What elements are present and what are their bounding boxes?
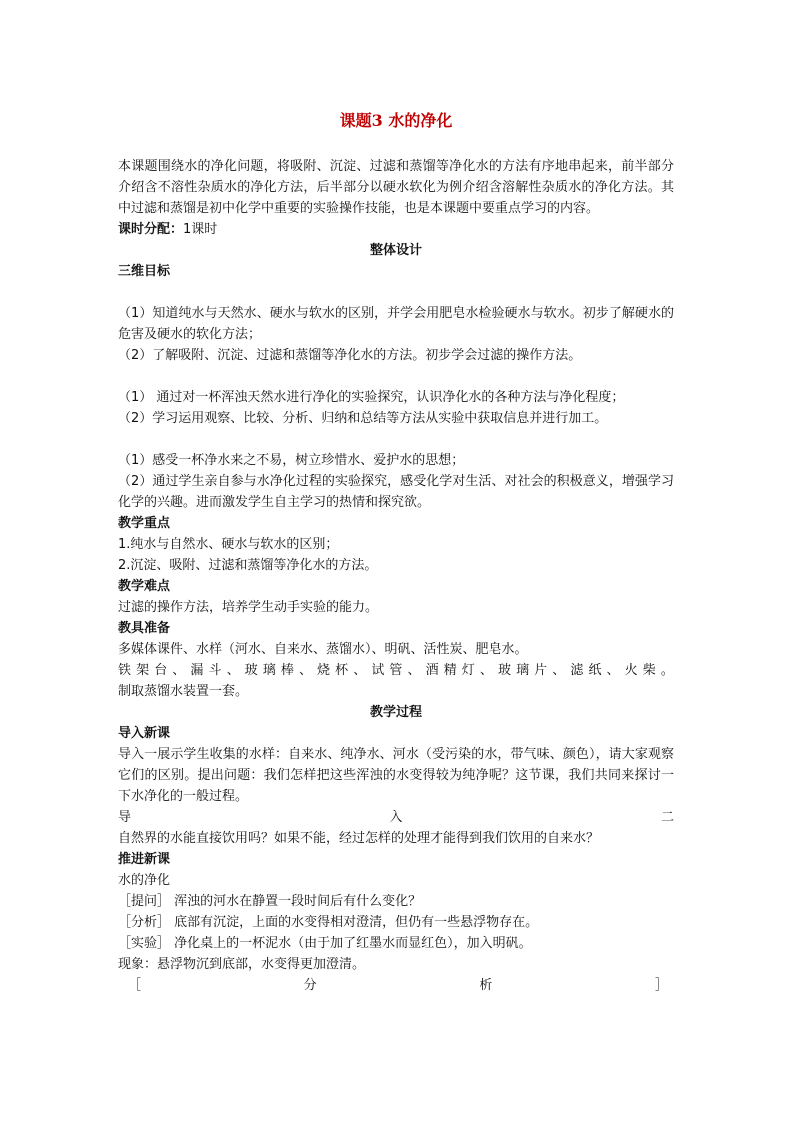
materials-item-char: 璃	[262, 663, 276, 678]
advance-heading: 推进新课	[118, 852, 171, 867]
page-title: 课题3 水的净化	[339, 111, 453, 130]
phenomenon-line: 现象：悬浮物沉到底部，水变得更加澄清。	[118, 957, 366, 972]
bracket-char: 析	[479, 978, 493, 993]
materials-line-1: 多媒体课件、水样（河水、自来水、蒸馏水）、明矾、活性炭、肥皂水。	[118, 642, 528, 657]
goal-emotion-1: （1）感受一杯净水来之不易，树立珍惜水、爱护水的思想；	[118, 453, 465, 468]
materials-item-char: 、	[606, 663, 620, 678]
materials-item-char: 斗	[208, 663, 222, 678]
intro-two-label	[118, 807, 674, 828]
intro-new-heading: 导入新课	[118, 726, 171, 741]
materials-item-char: 火	[624, 663, 638, 678]
difficulty-heading: 教学难点	[118, 579, 171, 594]
materials-item-char: 玻	[497, 663, 511, 678]
bracket-char: ］	[654, 978, 668, 993]
materials-item-char: 柴	[642, 663, 656, 678]
materials-item-char: 璃	[516, 663, 530, 678]
materials-item-char: 滤	[570, 663, 584, 678]
difficulty-text: 过滤的操作方法，培养学生动手实验的能力。	[118, 600, 379, 615]
materials-item-char: 、	[226, 663, 240, 678]
materials-item-char: 试	[371, 663, 385, 678]
materials-item-char: 、	[479, 663, 493, 678]
process-heading: 教学过程	[369, 705, 422, 720]
materials-item-char: 。	[660, 663, 674, 678]
intro-two-char: 二	[660, 810, 674, 825]
materials-item-char: 玻	[244, 663, 258, 678]
analysis-line: ［分析］ 底部有沉淀，上面的水变得相对澄清，但仍有一些悬浮物存在。	[118, 915, 539, 930]
materials-item-char: 架	[136, 663, 150, 678]
bracket-char: ［	[128, 978, 142, 993]
intro-two-text: 自然界的水能直接饮用吗？如果不能，经过怎样的处理才能得到我们饮用的自来水？	[118, 831, 600, 846]
hours-value: 1课时	[183, 222, 218, 237]
intro-one-paragraph: 导入一展示学生收集的水样：自来水、纯净水、河水（受污染的水，带气味、颜色），请大家观察它们的区别。提出问题：我们怎样把这些浑浊的水变得较为纯净呢？这节课，我们共同来探讨一下水净化的一般过程。	[118, 747, 674, 804]
bracket-char: 分	[303, 978, 317, 993]
materials-item-char: 片	[534, 663, 548, 678]
materials-heading: 教具准备	[118, 621, 171, 636]
analysis-bracket-line	[118, 975, 674, 996]
question-line: ［提问］ 浑浊的河水在静置一段时间后有什么变化？	[118, 894, 422, 909]
section-water-title: 水的净化	[118, 873, 171, 888]
materials-line-3: 制取蒸馏水装置一套。	[118, 684, 249, 699]
materials-item-char: 棒	[280, 663, 294, 678]
materials-item-char: 酒	[425, 663, 439, 678]
goal-process-2: （2）学习运用观察、比较、分析、归纳和总结等方法从实验中获取信息并进行加工。	[118, 411, 608, 426]
materials-item-char: 灯	[461, 663, 475, 678]
goals-heading: 三维目标	[118, 264, 171, 279]
materials-item-char: 台	[154, 663, 168, 678]
intro-paragraph: 本课题围绕水的净化问题，将吸附、沉淀、过滤和蒸馏等净化水的方法有序地串起来，前半部分介绍含不溶性杂质水的净化方法，后半部分以硬水软化为例介绍含溶解性杂质水的净化方法。其中过滤和蒸馏是初中化学中重要的实验操作技能，也是本课题中要重点学习的内容。	[118, 159, 674, 216]
key-points-heading: 教学重点	[118, 516, 171, 531]
materials-item-char: 、	[353, 663, 367, 678]
hours-line	[118, 219, 674, 240]
hours-label: 课时分配：	[118, 222, 184, 237]
materials-item-char: 铁	[118, 663, 132, 678]
materials-item-char: 、	[552, 663, 566, 678]
goal-knowledge-1: （1）知道纯水与天然水、硬水与软水的区别，并学会用肥皂水检验硬水与软水。初步了解硬水的危害及硬水的软化方法；	[118, 306, 674, 342]
experiment-line: ［实验］ 净化桌上的一杯泥水（由于加了红墨水而显红色），加入明矾。	[118, 936, 532, 951]
key-point-1: 1.纯水与自然水、硬水与软水的区别；	[118, 537, 339, 552]
materials-item-char: 精	[443, 663, 457, 678]
goal-process-1: （1） 通过对一杯浑浊天然水进行净化的实验探究，认识净化水的各种方法与净化程度；	[118, 390, 625, 405]
goal-knowledge-2: （2）了解吸附、沉淀、过滤和蒸馏等净化水的方法。初步学会过滤的操作方法。	[118, 348, 582, 363]
materials-item-char: 烧	[317, 663, 331, 678]
materials-item-char: 、	[172, 663, 186, 678]
overall-design-heading: 整体设计	[369, 243, 422, 258]
materials-line-2	[118, 660, 674, 681]
goal-emotion-2: （2）通过学生亲自参与水净化过程的实验探究，感受化学对生活、对社会的积极意义，增强学习化学的兴趣。进而激发学生自主学习的热情和探究欲。	[118, 474, 674, 510]
materials-item-char: 、	[298, 663, 312, 678]
intro-two-char: 导	[118, 810, 132, 825]
materials-item-char: 漏	[190, 663, 204, 678]
intro-two-char: 入	[389, 810, 403, 825]
materials-item-char: 、	[407, 663, 421, 678]
key-point-2: 2.沉淀、吸附、过滤和蒸馏等净化水的方法。	[118, 558, 378, 573]
materials-item-char: 管	[389, 663, 403, 678]
materials-item-char: 杯	[335, 663, 349, 678]
document-page	[118, 108, 674, 996]
materials-item-char: 纸	[588, 663, 602, 678]
